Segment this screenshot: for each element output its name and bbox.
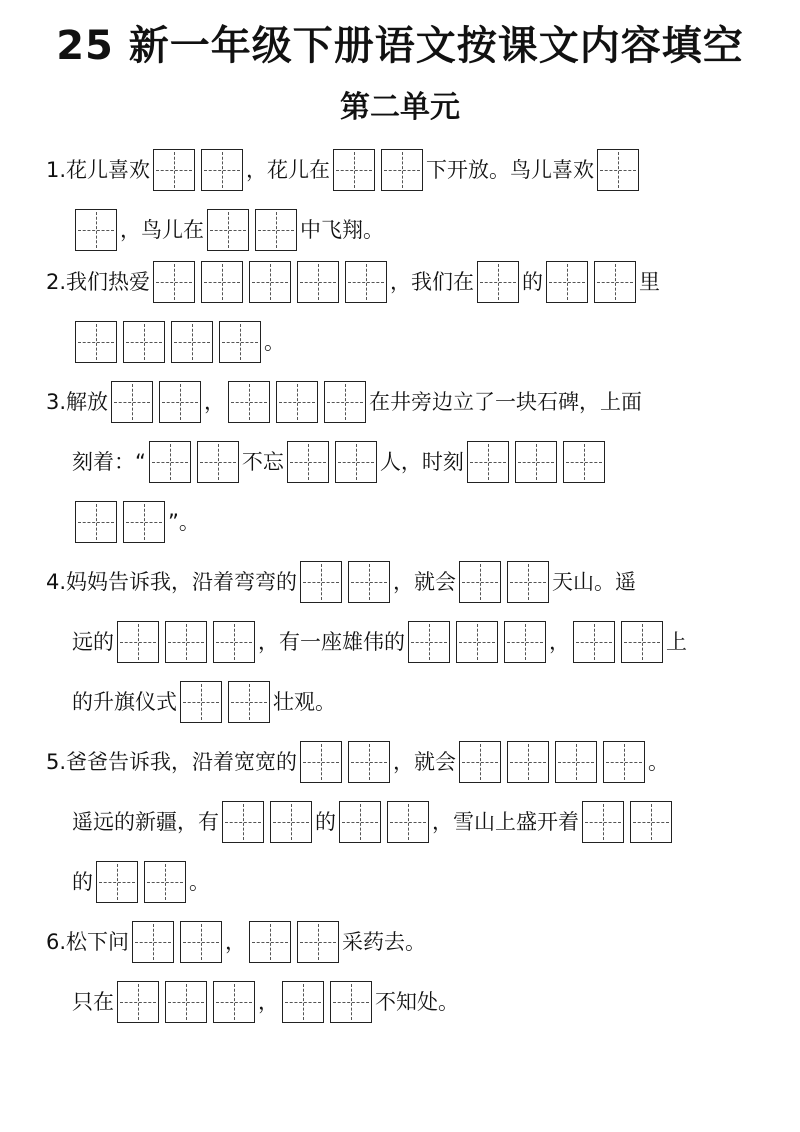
exercise-text: 不知处。	[375, 990, 459, 1014]
exercise-line	[46, 738, 780, 784]
exercise-line	[46, 918, 780, 964]
exercise-text: 2.我们热爱	[46, 270, 151, 294]
tian-grid-box[interactable]	[132, 921, 174, 963]
tian-grid-box[interactable]	[149, 441, 191, 483]
exercise-text: 人，时刻	[379, 450, 464, 474]
exercise-text: ，鸟儿在	[120, 218, 204, 242]
exercise-text: ，	[258, 990, 279, 1014]
unit-heading: 第二单元	[340, 90, 460, 125]
exercise-text: 里	[639, 270, 661, 294]
exercise-text: 5.爸爸告诉我，沿着宽宽的	[46, 750, 298, 774]
tian-grid-box[interactable]	[408, 621, 450, 663]
exercise-text: 4.妈妈告诉我，沿着弯弯的	[46, 570, 298, 594]
tian-grid-box[interactable]	[282, 981, 324, 1023]
exercise-line	[72, 206, 780, 252]
tian-grid-box[interactable]	[297, 261, 339, 303]
exercise-text: ，	[204, 390, 226, 414]
tian-grid-box[interactable]	[249, 261, 291, 303]
exercise-text: ，就会	[393, 570, 457, 594]
tian-grid-box[interactable]	[75, 209, 117, 251]
tian-grid-box[interactable]	[144, 861, 186, 903]
tian-grid-box[interactable]	[117, 981, 159, 1023]
exercise-text: 采药去。	[342, 930, 427, 954]
exercise-text: 中飞翔。	[300, 218, 384, 242]
tian-grid-box[interactable]	[213, 621, 255, 663]
exercise-text: ，我们在	[390, 270, 475, 294]
tian-grid-box[interactable]	[456, 621, 498, 663]
tian-grid-box[interactable]	[345, 261, 387, 303]
tian-grid-box[interactable]	[123, 501, 165, 543]
exercise-text: 只在	[72, 990, 114, 1014]
tian-grid-box[interactable]	[300, 741, 342, 783]
exercise-text: 在井旁边立了一块石碑，上面	[369, 390, 643, 414]
tian-grid-box[interactable]	[381, 149, 423, 191]
tian-grid-box[interactable]	[573, 621, 615, 663]
exercise-text: 远的	[72, 630, 114, 654]
exercise-text: ，有一座雄伟的	[258, 630, 405, 654]
tian-grid-box[interactable]	[171, 321, 213, 363]
tian-grid-box[interactable]	[201, 149, 243, 191]
tian-grid-box[interactable]	[555, 741, 597, 783]
tian-grid-box[interactable]	[228, 381, 270, 423]
tian-grid-box[interactable]	[348, 741, 390, 783]
tian-grid-box[interactable]	[387, 801, 429, 843]
tian-grid-box[interactable]	[249, 921, 291, 963]
tian-grid-box[interactable]	[207, 209, 249, 251]
exercise-text: ，花儿在	[246, 158, 331, 182]
exercise-text: ，雪山上盛开着	[432, 810, 579, 834]
tian-grid-box[interactable]	[197, 441, 239, 483]
exercise-text: ，	[225, 930, 247, 954]
tian-grid-box[interactable]	[507, 741, 549, 783]
tian-grid-box[interactable]	[219, 321, 261, 363]
tian-grid-box[interactable]	[348, 561, 390, 603]
exercise-text: 的	[72, 870, 93, 894]
exercise-text: 6.松下问	[46, 930, 130, 954]
exercise-text: 上	[666, 630, 687, 654]
tian-grid-box[interactable]	[228, 681, 270, 723]
tian-grid-box[interactable]	[180, 681, 222, 723]
tian-grid-box[interactable]	[75, 321, 117, 363]
tian-grid-box[interactable]	[597, 149, 639, 191]
tian-grid-box[interactable]	[159, 381, 201, 423]
tian-grid-box[interactable]	[276, 381, 318, 423]
tian-grid-box[interactable]	[201, 261, 243, 303]
tian-grid-box[interactable]	[459, 741, 501, 783]
exercise-line	[72, 798, 780, 844]
tian-grid-box[interactable]	[117, 621, 159, 663]
tian-grid-box[interactable]	[123, 321, 165, 363]
tian-grid-box[interactable]	[153, 149, 195, 191]
tian-grid-box[interactable]	[630, 801, 672, 843]
tian-grid-box[interactable]	[504, 621, 546, 663]
exercise-line	[46, 258, 780, 304]
tian-grid-box[interactable]	[287, 441, 329, 483]
tian-grid-box[interactable]	[153, 261, 195, 303]
tian-grid-box[interactable]	[459, 561, 501, 603]
exercise-text: 遥远的新疆，有	[72, 810, 219, 834]
tian-grid-box[interactable]	[330, 981, 372, 1023]
exercise-text: 下开放。鸟儿喜欢	[426, 158, 595, 182]
exercise-text: ”。	[168, 510, 200, 534]
tian-grid-box[interactable]	[297, 921, 339, 963]
tian-grid-box[interactable]	[621, 621, 663, 663]
exercise-text: ，	[549, 630, 570, 654]
exercise-text: ，就会	[393, 750, 457, 774]
exercise-text: 壮观。	[273, 690, 336, 714]
tian-grid-box[interactable]	[165, 981, 207, 1023]
tian-grid-box[interactable]	[546, 261, 588, 303]
tian-grid-box[interactable]	[222, 801, 264, 843]
tian-grid-box[interactable]	[507, 561, 549, 603]
exercise-line	[72, 678, 780, 724]
worksheet-title: 25 新一年级下册语文按课文内容填空	[56, 23, 744, 69]
exercise-line	[46, 146, 780, 192]
tian-grid-box[interactable]	[335, 441, 377, 483]
exercise-text: 的	[522, 270, 544, 294]
tian-grid-box[interactable]	[300, 561, 342, 603]
exercise-text: 不忘	[241, 450, 284, 474]
exercise-text: 。	[264, 330, 285, 354]
tian-grid-box[interactable]	[255, 209, 297, 251]
tian-grid-box[interactable]	[270, 801, 312, 843]
exercise-text: 3.解放	[46, 390, 109, 414]
exercise-line	[72, 318, 780, 364]
tian-grid-box[interactable]	[333, 149, 375, 191]
tian-grid-box[interactable]	[339, 801, 381, 843]
exercise-text: 天山。遥	[552, 570, 637, 594]
exercise-text: 。	[189, 870, 210, 894]
tian-grid-box[interactable]	[96, 861, 138, 903]
exercise-line	[72, 978, 780, 1024]
tian-grid-box[interactable]	[165, 621, 207, 663]
exercise-line	[72, 618, 780, 664]
exercise-line	[72, 438, 780, 484]
tian-grid-box[interactable]	[180, 921, 222, 963]
exercise-text: 。	[648, 750, 670, 774]
tian-grid-box[interactable]	[324, 381, 366, 423]
tian-grid-box[interactable]	[563, 441, 605, 483]
exercise-line	[46, 558, 780, 604]
tian-grid-box[interactable]	[213, 981, 255, 1023]
tian-grid-box[interactable]	[75, 501, 117, 543]
tian-grid-box[interactable]	[603, 741, 645, 783]
exercise-text: 1.花儿喜欢	[46, 158, 151, 182]
exercise-text: 的	[315, 810, 336, 834]
exercise-text: 的升旗仪式	[72, 690, 177, 714]
tian-grid-box[interactable]	[467, 441, 509, 483]
exercise-line	[72, 858, 780, 904]
exercise-line	[46, 378, 780, 424]
tian-grid-box[interactable]	[582, 801, 624, 843]
exercise-text: 刻着：“	[72, 450, 146, 474]
tian-grid-box[interactable]	[477, 261, 519, 303]
tian-grid-box[interactable]	[111, 381, 153, 423]
tian-grid-box[interactable]	[515, 441, 557, 483]
exercise-line	[72, 498, 780, 544]
tian-grid-box[interactable]	[594, 261, 636, 303]
